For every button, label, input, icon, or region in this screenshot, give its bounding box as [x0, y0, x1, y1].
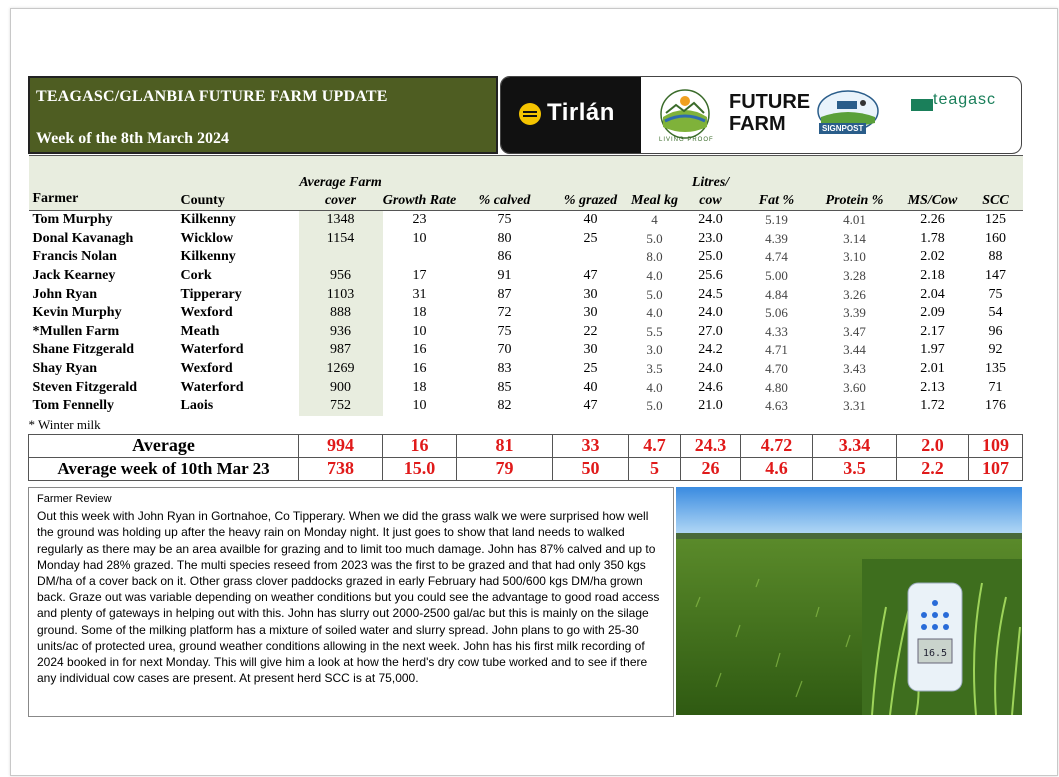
table-row: [29, 397, 1023, 416]
footnote: * Winter milk: [28, 416, 101, 432]
cell-grazed: 30: [583, 342, 598, 358]
cell-farmer: Donal Kavanagh: [32, 230, 134, 246]
footnote-row: [29, 416, 1023, 435]
cell-ms: 1.72: [920, 398, 945, 414]
cell-growth: 18: [412, 305, 427, 321]
cell-growth: 10: [412, 323, 427, 339]
cell-fat: 4.39: [765, 230, 788, 246]
average-prev-growth: 15.0: [383, 457, 457, 480]
cell-county: Kilkenny: [180, 212, 236, 228]
table-row: [29, 378, 1023, 397]
cell-county: Kilkenny: [180, 249, 236, 265]
cell-fat: 4.84: [765, 286, 788, 302]
cell-meal: 3.0: [646, 342, 663, 358]
cell-meal: 4: [651, 212, 658, 228]
cell-cover: 936: [299, 323, 383, 342]
cell-protein: 3.26: [843, 286, 866, 302]
cell-grazed: 25: [583, 230, 598, 246]
future-farm-logo: [729, 91, 810, 135]
cell-litres: 25.6: [698, 268, 723, 284]
average-prev-grazed: 50: [553, 457, 629, 480]
cell-cover: 888: [299, 304, 383, 323]
farmer-review-box: [28, 487, 674, 717]
cell-growth: [383, 248, 457, 267]
cell-grazed: 22: [583, 323, 598, 339]
cell-scc: 71: [988, 379, 1003, 395]
meter-reading: 16.5: [922, 648, 948, 659]
col-header-cover: Average Farm cover: [299, 156, 383, 211]
cell-grazed: 25: [583, 361, 598, 377]
cell-protein: 3.10: [843, 249, 866, 265]
cell-growth: 16: [412, 361, 427, 377]
col-header-fat: Fat %: [741, 156, 813, 211]
cell-calved: 87: [497, 286, 512, 302]
cell-farmer: Kevin Murphy: [32, 305, 122, 321]
cell-protein: 3.28: [843, 268, 866, 284]
average-litres: 24.3: [681, 434, 741, 457]
average-prev-meal: 5: [629, 457, 681, 480]
teagasc-logo-text: teagasc: [933, 91, 997, 108]
cell-meal: 3.5: [646, 361, 663, 377]
cell-protein: 3.60: [843, 379, 866, 395]
cell-calved: 75: [497, 323, 512, 339]
cell-ms: 2.17: [920, 323, 945, 339]
cell-grazed: 30: [583, 305, 598, 321]
col-header-county: County: [181, 156, 299, 211]
cell-farmer: John Ryan: [32, 286, 97, 302]
average-calved: 81: [457, 434, 553, 457]
cell-fat: 4.74: [765, 249, 788, 265]
cell-farmer: Shane Fitzgerald: [32, 342, 134, 358]
average-row: [29, 434, 1023, 457]
cell-calved: 82: [497, 398, 512, 414]
average-cover: 994: [299, 434, 383, 457]
cell-grazed: 30: [583, 286, 598, 302]
cell-cover: 1269: [299, 360, 383, 379]
cell-fat: 4.33: [765, 323, 788, 339]
average-prev-ms: 2.2: [897, 457, 969, 480]
cell-fat: 4.63: [765, 398, 788, 414]
cell-ms: 2.01: [920, 361, 945, 377]
cell-cover: 1348: [299, 211, 383, 230]
cell-litres: 24.0: [698, 361, 723, 377]
cell-ms: 2.26: [920, 212, 945, 228]
cell-calved: 70: [497, 342, 512, 358]
cell-fat: 4.80: [765, 379, 788, 395]
cell-protein: 3.43: [843, 361, 866, 377]
cell-protein: 3.44: [843, 342, 866, 358]
review-body: Out this week with John Ryan in Gortnahoe, Co Tipperary. When we did the grass walk we were surprised how well the ground was holding up after the heavy rain on Monday night. It just goes to show that land needs to walked regularly as there may be an area availble for grazing and to limit too much damage. John has 87% calved and up to Monday had 28% grazed. The multi species reseed from 2023 was the first to be grazed and that had only 350 kgs DM/ha of a cover back on it. Other grass clover paddocks grazed in early February had 500/600 kgs DM/ha grown back. Graze out was variable depending on weather conditions but you could see the advantage to good road access and plenty of gateways in helping out with this. John has slurry out 2000-2500 gal/ac but this is mainly on the silage ground. Some of the milking platform has a mixture of soiled water and slurry spread. John plans to go with 25-30 units/ac of protected urea, ground weather conditions allowing in the next week. John has his first milk recording of 2024 booked in for next Monday. This will give him a look at how the herd's dry cow tube worked and to see if there any individual cow cases are present. At present herd SCC is at 75,000.: [37, 509, 660, 686]
table-row: [29, 211, 1023, 230]
cell-ms: 2.18: [920, 268, 945, 284]
cell-fat: 5.00: [765, 268, 788, 284]
cell-scc: 54: [988, 305, 1003, 321]
cell-scc: 88: [988, 249, 1003, 265]
col-header-grazed: % grazed: [553, 156, 629, 211]
cell-protein: 4.01: [843, 212, 866, 228]
tirlan-logo: [501, 77, 641, 154]
cell-grazed: 40: [583, 379, 598, 395]
table-body: [29, 211, 1023, 416]
cell-protein: 3.14: [843, 230, 866, 246]
cell-calved: 91: [497, 268, 512, 284]
cell-meal: 4.0: [646, 305, 663, 321]
cell-litres: 21.0: [698, 398, 723, 414]
col-header-protein: Protein %: [813, 156, 897, 211]
cell-meal: 8.0: [646, 249, 663, 265]
review-title: Farmer Review: [37, 493, 112, 505]
cell-cover: 752: [299, 397, 383, 416]
cell-meal: 5.5: [646, 323, 663, 339]
average-grazed: 33: [553, 434, 629, 457]
cell-grazed: [553, 248, 629, 267]
cell-fat: 5.06: [765, 305, 788, 321]
col-header-farmer: Farmer: [29, 156, 181, 211]
col-header-growth: Growth Rate: [383, 156, 457, 211]
cell-cover: 956: [299, 267, 383, 286]
cell-scc: 96: [988, 323, 1003, 339]
cell-grazed: 47: [583, 398, 598, 414]
cell-fat: 5.19: [765, 212, 788, 228]
future-farm-line-2: FARM: [729, 113, 786, 135]
table-header-row: [29, 156, 1023, 211]
grass-meter-icon: [908, 583, 962, 691]
cell-growth: 10: [412, 230, 427, 246]
title-banner: [28, 76, 498, 154]
cell-litres: 23.0: [698, 230, 723, 246]
cell-fat: 4.71: [765, 342, 788, 358]
cell-scc: 125: [985, 212, 1006, 228]
cell-county: Waterford: [180, 379, 244, 395]
cell-farmer: *Mullen Farm: [32, 323, 120, 339]
signpost-logo-icon: [813, 89, 883, 145]
cell-calved: 83: [497, 361, 512, 377]
cell-ms: 2.04: [920, 286, 945, 302]
average-prev-calved: 79: [457, 457, 553, 480]
cell-county: Waterford: [180, 342, 244, 358]
col-header-calved: % calved: [457, 156, 553, 211]
cell-farmer: Tom Fennelly: [32, 398, 115, 414]
average-ms: 2.0: [897, 434, 969, 457]
cell-cover: 1154: [299, 230, 383, 249]
average-prev-scc: 107: [969, 457, 1023, 480]
tirlan-mark-icon: [519, 103, 541, 125]
cell-cover: 987: [299, 341, 383, 360]
cell-ms: 1.78: [920, 230, 945, 246]
cell-meal: 5.0: [646, 230, 663, 246]
cell-county: Tipperary: [180, 286, 242, 302]
cell-fat: 4.70: [765, 361, 788, 377]
cell-cover: 1103: [299, 285, 383, 304]
col-header-litres: Litres/ cow: [681, 156, 741, 211]
cell-growth: 23: [412, 212, 427, 228]
cell-grazed: 40: [583, 212, 598, 228]
average-prev-row: [29, 457, 1023, 480]
cell-county: Meath: [180, 323, 220, 339]
cell-litres: 24.6: [698, 379, 723, 395]
table-row: [29, 360, 1023, 379]
cell-calved: 85: [497, 379, 512, 395]
signpost-text: SIGNPOST: [819, 123, 866, 134]
cell-county: Wexford: [180, 305, 233, 321]
cell-cover: 900: [299, 378, 383, 397]
tirlan-logo-text: Tirlán: [547, 99, 615, 126]
cell-county: Wexford: [180, 361, 233, 377]
cell-litres: 27.0: [698, 323, 723, 339]
cell-scc: 176: [985, 398, 1006, 414]
table-row: [29, 341, 1023, 360]
logo-strip: [500, 76, 1022, 154]
cell-growth: 16: [412, 342, 427, 358]
cell-calved: 72: [497, 305, 512, 321]
cell-ms: 2.13: [920, 379, 945, 395]
cell-calved: 86: [497, 249, 512, 265]
cell-ms: 1.97: [920, 342, 945, 358]
farm-data-table: [28, 155, 1023, 481]
cell-protein: 3.47: [843, 323, 866, 339]
cell-farmer: Tom Murphy: [32, 212, 113, 228]
future-farm-line-1: FUTURE: [729, 91, 811, 113]
table-row: [29, 230, 1023, 249]
cell-grazed: 47: [583, 268, 598, 284]
average-prev-litres: 26: [681, 457, 741, 480]
cell-meal: 5.0: [646, 398, 663, 414]
cell-scc: 135: [985, 361, 1006, 377]
field-photo: [676, 487, 1022, 715]
cell-county: Wicklow: [180, 230, 234, 246]
cell-ms: 2.02: [920, 249, 945, 265]
average-scc: 109: [969, 434, 1023, 457]
cell-protein: 3.31: [843, 398, 866, 414]
cell-calved: 75: [497, 212, 512, 228]
cell-meal: 5.0: [646, 286, 663, 302]
grass-field-image: [676, 487, 1022, 715]
cell-growth: 17: [412, 268, 427, 284]
table-row: [29, 248, 1023, 267]
cell-scc: 75: [988, 286, 1003, 302]
cell-scc: 147: [985, 268, 1006, 284]
cell-litres: 24.2: [698, 342, 723, 358]
cell-litres: 24.0: [698, 305, 723, 321]
cell-farmer: Jack Kearney: [32, 268, 116, 284]
cell-calved: 80: [497, 230, 512, 246]
cell-litres: 24.0: [698, 212, 723, 228]
cell-ms: 2.09: [920, 305, 945, 321]
col-header-ms-cow: MS/Cow: [897, 156, 969, 211]
average-protein: 3.34: [813, 434, 897, 457]
cell-growth: 31: [412, 286, 427, 302]
average-prev-label: Average week of 10th Mar 23: [29, 457, 299, 480]
cell-cover: [299, 248, 383, 267]
living-proof-text: LIVING PROOF: [659, 137, 714, 143]
cell-growth: 10: [412, 398, 427, 414]
cell-farmer: Steven Fitzgerald: [32, 379, 138, 395]
table-row: [29, 285, 1023, 304]
week-label: Week of the 8th March 2024: [36, 130, 230, 147]
table-row: [29, 323, 1023, 342]
average-prev-protein: 3.5: [813, 457, 897, 480]
cell-farmer: Shay Ryan: [32, 361, 97, 377]
average-meal: 4.7: [629, 434, 681, 457]
cell-scc: 160: [985, 230, 1006, 246]
average-growth: 16: [383, 434, 457, 457]
cell-litres: 24.5: [698, 286, 723, 302]
col-header-meal: Meal kg: [629, 156, 681, 211]
table-row: [29, 267, 1023, 286]
average-fat: 4.72: [741, 434, 813, 457]
cell-meal: 4.0: [646, 379, 663, 395]
cell-protein: 3.39: [843, 305, 866, 321]
average-label: Average: [29, 434, 299, 457]
cell-county: Cork: [180, 268, 212, 284]
page-title: TEAGASC/GLANBIA FUTURE FARM UPDATE: [36, 88, 388, 105]
table-row: [29, 304, 1023, 323]
cell-county: Laois: [180, 398, 214, 414]
cell-litres: 25.0: [698, 249, 723, 265]
average-prev-fat: 4.6: [741, 457, 813, 480]
average-prev-cover: 738: [299, 457, 383, 480]
cell-meal: 4.0: [646, 268, 663, 284]
cell-farmer: Francis Nolan: [32, 249, 117, 265]
teagasc-bar-icon: [911, 99, 933, 111]
cell-scc: 92: [988, 342, 1003, 358]
cell-growth: 18: [412, 379, 427, 395]
col-header-scc: SCC: [969, 156, 1023, 211]
